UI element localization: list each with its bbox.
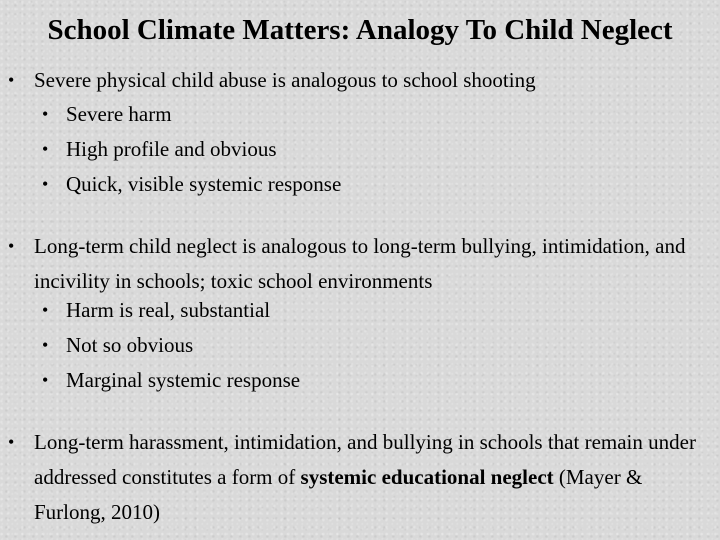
sub-bullet-item xyxy=(42,97,692,131)
bullet-item xyxy=(8,229,698,299)
sub-bullet-text: Not so obvious xyxy=(66,333,194,357)
sub-bullet-item xyxy=(42,328,692,362)
sub-bullet-text: High profile and obvious xyxy=(66,137,277,161)
bullet-emphasis: systemic educational neglect xyxy=(300,465,554,489)
sub-bullet-text: Severe harm xyxy=(66,102,172,126)
sub-bullet-text: Harm is real, substantial xyxy=(66,298,271,322)
sub-bullet-item xyxy=(42,167,692,201)
bullet-icon: • xyxy=(42,370,49,390)
bullet-citation: (Mayer & Furlong, 2010) xyxy=(34,465,643,524)
bullet-icon: • xyxy=(42,139,49,159)
bullet-icon: • xyxy=(42,174,49,194)
bullet-icon: • xyxy=(8,236,15,256)
slide-title: School Climate Matters: Analogy To Child Neglect xyxy=(47,14,673,46)
bullet-icon: • xyxy=(42,104,49,124)
sub-bullet-text: Quick, visible systemic response xyxy=(66,172,342,196)
sub-bullet-item xyxy=(42,363,692,397)
sub-bullet-item xyxy=(42,132,692,166)
bullet-icon: • xyxy=(8,432,15,452)
bullet-text xyxy=(34,425,698,530)
bullet-icon: • xyxy=(8,70,15,90)
sub-bullet-text: Marginal systemic response xyxy=(66,368,301,392)
bullet-icon: • xyxy=(42,300,49,320)
bullet-item xyxy=(8,425,698,530)
sub-bullet-item xyxy=(42,293,692,327)
bullet-item xyxy=(8,63,698,97)
bullet-text: Long-term child neglect is analogous to long-term bullying, intimidation, and incivility in schools; toxic school environments xyxy=(34,234,686,293)
bullet-icon: • xyxy=(42,335,49,355)
bullet-text-part: Long-term harassment, intimidation, and bullying in schools that remain under addressed constitutes a form of xyxy=(34,430,696,489)
bullet-text: Severe physical child abuse is analogous to school shooting xyxy=(34,68,536,92)
